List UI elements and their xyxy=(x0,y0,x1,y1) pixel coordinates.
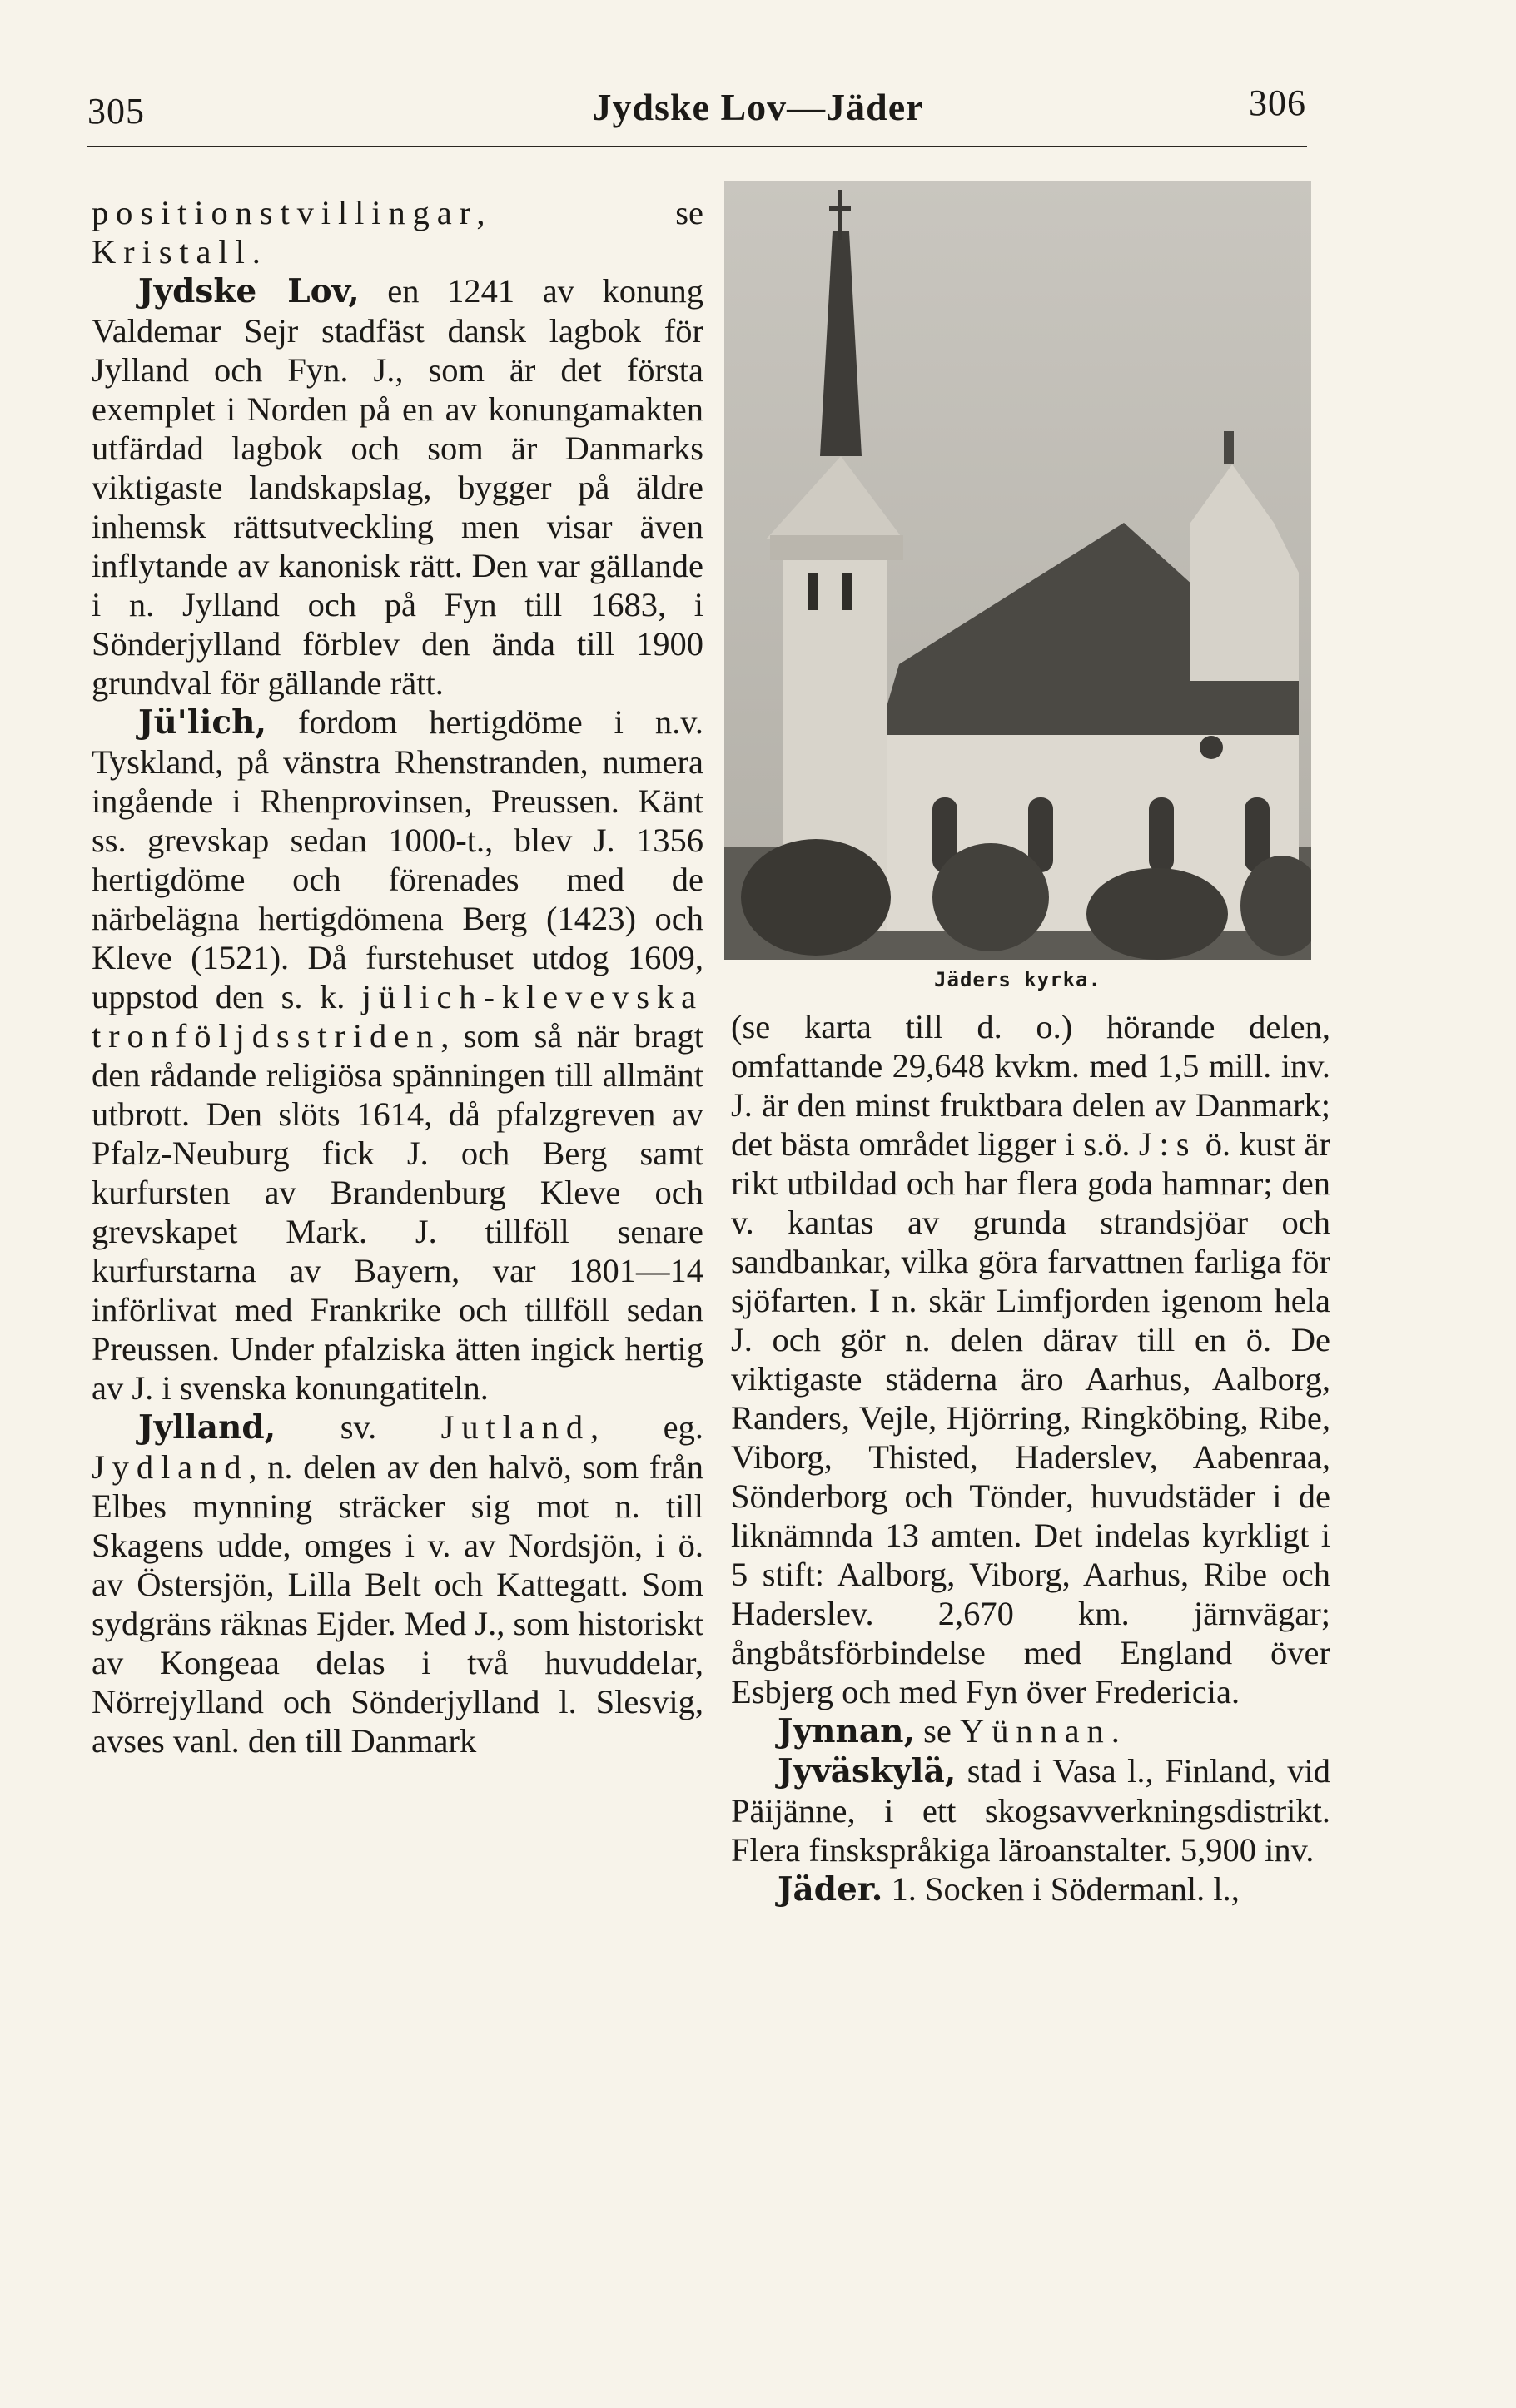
entry-jynnan xyxy=(731,1711,1330,1751)
entry-jyvaskyla xyxy=(731,1751,1330,1869)
entry-text: 1. Socken i Södermanl. l., xyxy=(882,1870,1240,1908)
entry-text: fordom hertigdöme i n.v. Tyskland, på vänstra Rhenstranden, numera ingående i Rhenprovinsen, Preussen. Känt ss. grevskap sedan 1000-t., blev J. 1356 hertigdöme och förenades med de närbelägna hertigdömena Berg (1423) och Kleve (1521). Då furstehuset utdog 1609, uppstod den s. k. xyxy=(92,703,703,1015)
headword: Jynnan, xyxy=(778,1712,916,1750)
entry-text: . xyxy=(251,233,261,271)
entry-text: (se karta till d. o.) hörande delen, omfattande 29,648 kvkm. med 1,5 mill. inv. J. är den minst fruktbara delen av Danmark; det bästa området ligger i s.ö. xyxy=(731,1008,1330,1163)
left-column xyxy=(92,193,703,1760)
entry-text: se xyxy=(492,194,703,231)
spaced-term: positionstvillingar, xyxy=(92,194,493,231)
entry-text: sv. xyxy=(276,1408,441,1446)
headword: Jü'lich, xyxy=(138,703,267,742)
left-page-number: 305 xyxy=(87,91,145,132)
spaced-term: Jydland xyxy=(92,1448,249,1486)
entry-jader xyxy=(731,1869,1330,1909)
entry-text: stad i Vasa l., Finland, vid Päijänne, i ett skogsavverkningsdistrikt. Flera finskspråkiga läroanstalter. 5,900 inv. xyxy=(731,1752,1330,1869)
headword: Jäder. xyxy=(778,1870,883,1909)
headword: Jyväskylä, xyxy=(778,1752,957,1790)
cross-reference: Kristall xyxy=(92,233,252,271)
entry-text: . xyxy=(1111,1712,1120,1750)
header-rule xyxy=(87,146,1307,147)
entry-julich xyxy=(92,703,703,1408)
right-page-number: 306 xyxy=(1249,82,1306,123)
right-column xyxy=(731,1007,1330,1909)
church-photo xyxy=(724,181,1311,960)
entry-text: , eg. xyxy=(590,1408,703,1446)
spaced-term: J:s xyxy=(1138,1125,1197,1163)
spaced-term: Jutland xyxy=(440,1408,591,1446)
entry-text: , n. delen av den halvö, som från Elbes mynning sträcker sig mot n. till Skagens udde, omges i v. av Nordsjön, i ö. av Östersjön, Lilla Belt och Kattegatt. Som sydgräns räknas Ejder. Med J., som historiskt av Kongeaa delas i två huvuddelar, Nörrejylland och Sönderjylland l. Slesvig, avses vanl. den till Danmark xyxy=(92,1448,703,1760)
headword: Jylland, xyxy=(138,1408,276,1447)
entry-jydske-lov xyxy=(92,271,703,703)
entry-jylland-continued xyxy=(731,1007,1330,1711)
spaced-term: jülich-klevevska tronföljdsstriden xyxy=(92,978,703,1055)
cross-reference: Yünnan xyxy=(960,1712,1111,1750)
entry-text: ö. kust är rikt utbildad och har flera goda hamnar; den v. kantas av grunda strandsjöar och sandbankar, vilka göra farvattnen farliga för sjöfarten. I n. skär Limfjorden igenom hela J. och gör n. delen därav till en ö. De viktigaste städerna äro Aarhus, Aalborg, Randers, Vejle, Hjörring, Ringköbing, Ribe, Viborg, Thisted, Haderslev, Aabenraa, Sönderborg och Tönder, huvudstäder i de liknämnda 13 amten. Det indelas kyrkligt i 5 stift: Aalborg, Viborg, Aarhus, Ribe och Haderslev. 2,670 km. järnvägar; ångbåtsförbindelse med England över Esbjerg och med Fyn över Fredericia. xyxy=(731,1125,1330,1710)
entry-text: se xyxy=(915,1712,961,1750)
church-photo-figure xyxy=(724,181,1311,968)
headword: Jydske Lov, xyxy=(138,272,360,310)
running-head-title: Jydske Lov—Jäder xyxy=(592,86,924,128)
entry-jylland xyxy=(92,1408,703,1760)
entry-positionstvillingar xyxy=(92,193,703,271)
entry-text: , som så när bragt den rådande religiösa spänningen till allmänt utbrott. Den slöts 1614, då pfalzgreven av Pfalz-Neuburg fick J. och Berg samt kurfursten av Brandenburg Kleve och grevskapet Mark. J. tillföll senare kurfurstarna av Bayern, var 1801—14 införlivat med Frankrike och tillföll sedan Preussen. Under pfalziska ätten ingick hertig av J. i svenska konungatiteln. xyxy=(92,1017,703,1407)
entry-text: en 1241 av konung Valdemar Sejr stadfäst dansk lagbok för Jylland och Fyn. J., som är det första exemplet i Norden på en av konungamakten utfärdad lagbok och som är Danmarks viktigaste landskapslag, bygger på äldre inhemsk rättsutveckling men visar även inflytande av kanonisk rätt. Den var gällande i n. Jylland och på Fyn till 1683, i Sönderjylland förblev den ända till 1900 grundval för gällande rätt. xyxy=(92,272,704,702)
figure-caption: Jäders kyrka. xyxy=(934,968,1101,991)
